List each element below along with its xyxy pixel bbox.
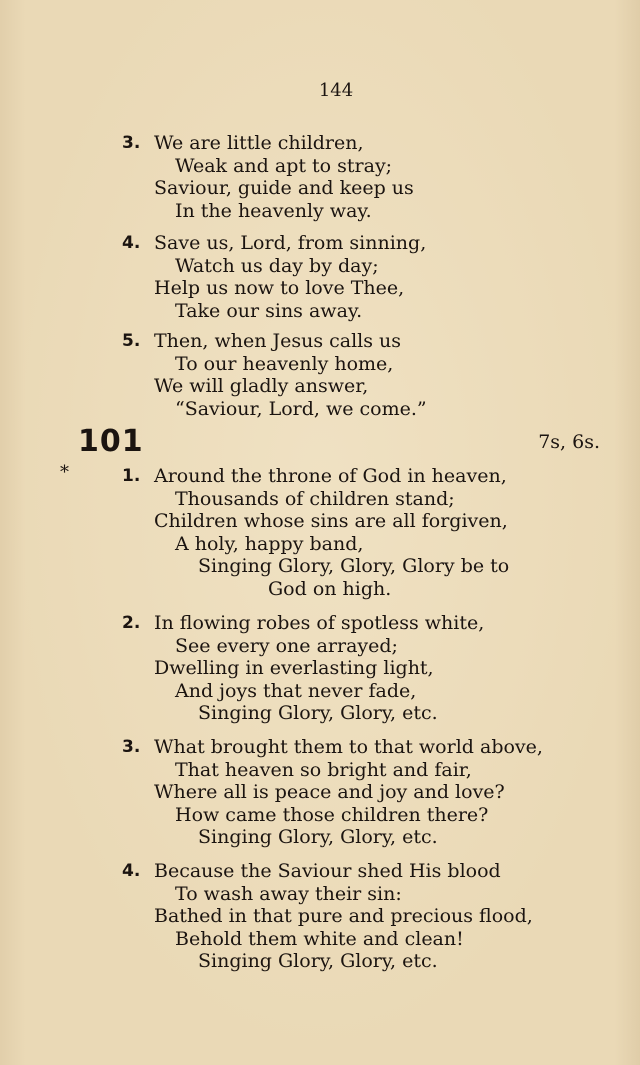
verse-line: Children whose sins are all forgiven, (154, 510, 508, 532)
verse-line: See every one arrayed; (175, 634, 398, 657)
verse-line: We are little children, (154, 132, 364, 154)
verse-line: Then, when Jesus calls us (154, 330, 402, 352)
hymn-verse-2 (118, 612, 618, 725)
verse-line: Dwelling in everlasting light, (154, 657, 434, 679)
hymn-meter: 7s, 6s. (538, 431, 600, 453)
hymn-verse-4 (118, 860, 618, 973)
verse-line: Singing Glory, Glory, etc. (198, 950, 438, 972)
verse-line: Help us now to love Thee, (154, 277, 405, 299)
verse-line: “Saviour, Lord, we come.” (175, 397, 427, 420)
verse-line: God on high. (268, 577, 392, 600)
verse-line: Save us, Lord, from sinning, (154, 232, 427, 254)
verse-number: 4. (122, 861, 141, 881)
verse-line: Around the throne of God in heaven, (154, 465, 507, 487)
verse-number: 4. (122, 233, 141, 253)
verse-line: To wash away their sin: (175, 882, 402, 905)
prev-hymn-verse-3 (118, 132, 618, 222)
verse-line: Singing Glory, Glory, etc. (198, 702, 438, 724)
verse-line: Weak and apt to stray; (175, 154, 393, 177)
verse-line: That heaven so bright and fair, (175, 758, 472, 781)
page-number: 144 (318, 80, 354, 101)
verse-line: A holy, happy band, (175, 532, 364, 555)
verse-line: And joys that never fade, (175, 679, 417, 702)
verse-line: Take our sins away. (175, 299, 363, 322)
verse-line: Saviour, guide and keep us (154, 177, 414, 199)
verse-line: Where all is peace and joy and love? (154, 781, 505, 803)
verse-line: Bathed in that pure and precious flood, (154, 905, 533, 927)
asterisk-mark: * (60, 462, 69, 483)
verse-number: 3. (122, 133, 141, 153)
verse-number: 3. (122, 737, 141, 757)
verse-line: In flowing robes of spotless white, (154, 612, 485, 634)
verse-line: How came those children there? (175, 803, 489, 826)
verse-line: In the heavenly way. (175, 199, 372, 222)
verse-line: Singing Glory, Glory, etc. (198, 826, 438, 848)
verse-line: We will gladly answer, (154, 375, 369, 397)
verse-line: Watch us day by day; (175, 254, 379, 277)
verse-line: To our heavenly home, (175, 352, 394, 375)
hymn-verse-3 (118, 736, 618, 849)
prev-hymn-verse-5 (118, 330, 618, 420)
verse-line: What brought them to that world above, (154, 736, 543, 758)
hymn-verse-1 (118, 465, 618, 600)
verse-line: Behold them white and clean! (175, 927, 464, 950)
verse-line: Because the Saviour shed His blood (154, 860, 501, 882)
verse-number: 1. (122, 466, 141, 486)
verse-line: Singing Glory, Glory, Glory be to (198, 555, 510, 577)
verse-number: 2. (122, 613, 141, 633)
prev-hymn-verse-4 (118, 232, 618, 322)
hymn-number: 101 (78, 424, 144, 459)
verse-line: Thousands of children stand; (175, 487, 455, 510)
verse-number: 5. (122, 331, 141, 351)
